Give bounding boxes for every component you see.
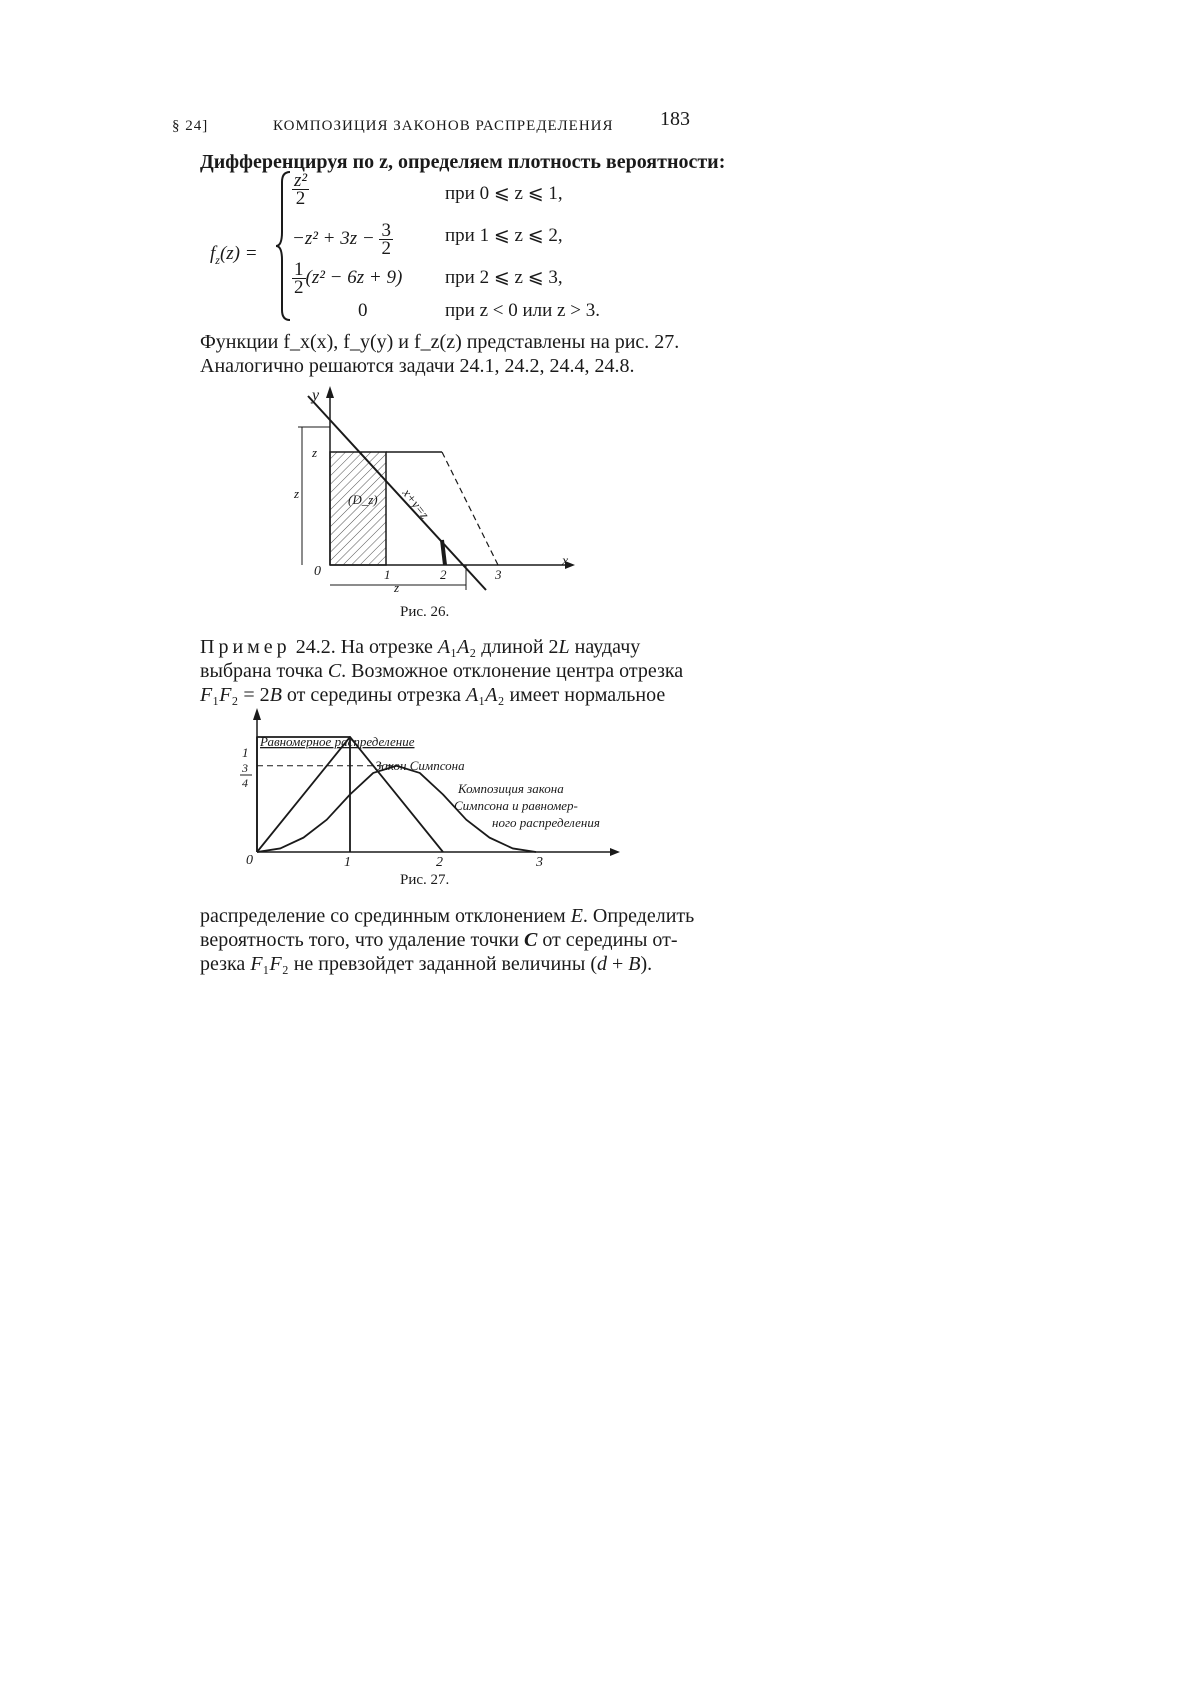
para1-line2: Аналогично решаются задачи 24.1, 24.2, 24.4, 24.8.	[200, 355, 635, 377]
intro-text: Дифференцируя по z, определяем плотность вероятности:	[200, 151, 726, 173]
para2-line2: вероятность того, что удаление точки C от середины от-	[200, 929, 678, 951]
fig26-x-label: x	[562, 554, 569, 569]
fig27-x-tick-1: 1	[344, 855, 351, 870]
figure-27	[230, 700, 640, 880]
fig26-z-bottom-label: z	[394, 580, 400, 595]
figure-26	[290, 380, 590, 620]
fig27-label-uniform: Равномерное распределение	[260, 734, 415, 749]
fig27-y-tick-34-num: 3	[242, 761, 248, 775]
fig27-x-tick-2: 2	[436, 855, 443, 870]
fig27-x-tick-3: 3	[536, 855, 543, 870]
formula-case-1-cond: при 0 ⩽ z ⩽ 1,	[445, 183, 563, 204]
example-line2: выбрана точка C. Возможное отклонение центра отрезка	[200, 660, 684, 682]
formula-case-4-expr: 0	[358, 300, 368, 321]
example-line1: Пример 24.2. На отрезке A₁A₂ длиной 2L наудачу	[200, 636, 641, 658]
para2-line1: распределение со срединным отклонением E. Определить	[200, 905, 695, 927]
formula-case-3-cond: при 2 ⩽ z ⩽ 3,	[445, 267, 563, 288]
para2-line3: резка F₁F₂ не превзойдет заданной величины (d + B).	[200, 953, 653, 975]
fig26-tick-2: 2	[440, 567, 447, 582]
fig27-label-composition-3: ного распределения	[492, 815, 600, 830]
fig27-label-composition-1: Композиция закона	[458, 781, 564, 796]
fig27-label-composition-2: Симпсона и равномер-	[454, 798, 578, 813]
formula-case-2-expr: −z² + 3z − $\frac{3}{2}$	[292, 220, 391, 259]
para1-line1: Функции f_x(x), f_y(y) и f_z(z) представлены на рис. 27.	[200, 331, 680, 353]
formula-case-1-expr: $\frac{\text{z²}}{2}$	[294, 170, 308, 209]
fig27-origin-label: 0	[246, 853, 253, 868]
formula-case-4-cond: при z < 0 или z > 3.	[445, 300, 600, 321]
formula-case-2-cond: при 1 ⩽ z ⩽ 2,	[445, 225, 563, 246]
fig26-z-side-label: z	[294, 486, 300, 501]
fig26-region	[330, 452, 386, 565]
section-marker: § 24]	[172, 118, 209, 134]
fig26-tick-1: 1	[384, 567, 391, 582]
fig26-z-top-label: z	[312, 445, 318, 460]
fig26-tick-3: 3	[495, 567, 502, 582]
fig27-y-tick-34-den: 4	[242, 776, 248, 790]
fig26-origin-label: 0	[314, 564, 321, 579]
formula-lhs: $f_z(z)$ =	[210, 243, 258, 267]
formula-case-3-expr: $\frac{1}{2}$ (z² − 6z + 9)	[294, 259, 403, 298]
fig26-dashed-line	[442, 452, 498, 565]
fig27-caption: Рис. 27.	[400, 872, 450, 888]
running-title: КОМПОЗИЦИЯ ЗАКОНОВ РАСПРЕДЕЛЕНИЯ	[273, 118, 614, 134]
page-number: 183	[660, 108, 690, 130]
fig26-caption: Рис. 26.	[400, 604, 450, 620]
fig26-region-label: (D_z)	[348, 492, 378, 507]
fig27-y-tick-1: 1	[242, 745, 249, 760]
fig26-line-label: x+y=z	[399, 485, 433, 522]
example-line3: F₁F₂ = 2B от середины отрезка A₁A₂ имеет нормальное	[200, 684, 666, 706]
fig26-y-label: y	[312, 387, 320, 404]
fig27-label-simpson: Закон Симпсона	[375, 758, 465, 773]
